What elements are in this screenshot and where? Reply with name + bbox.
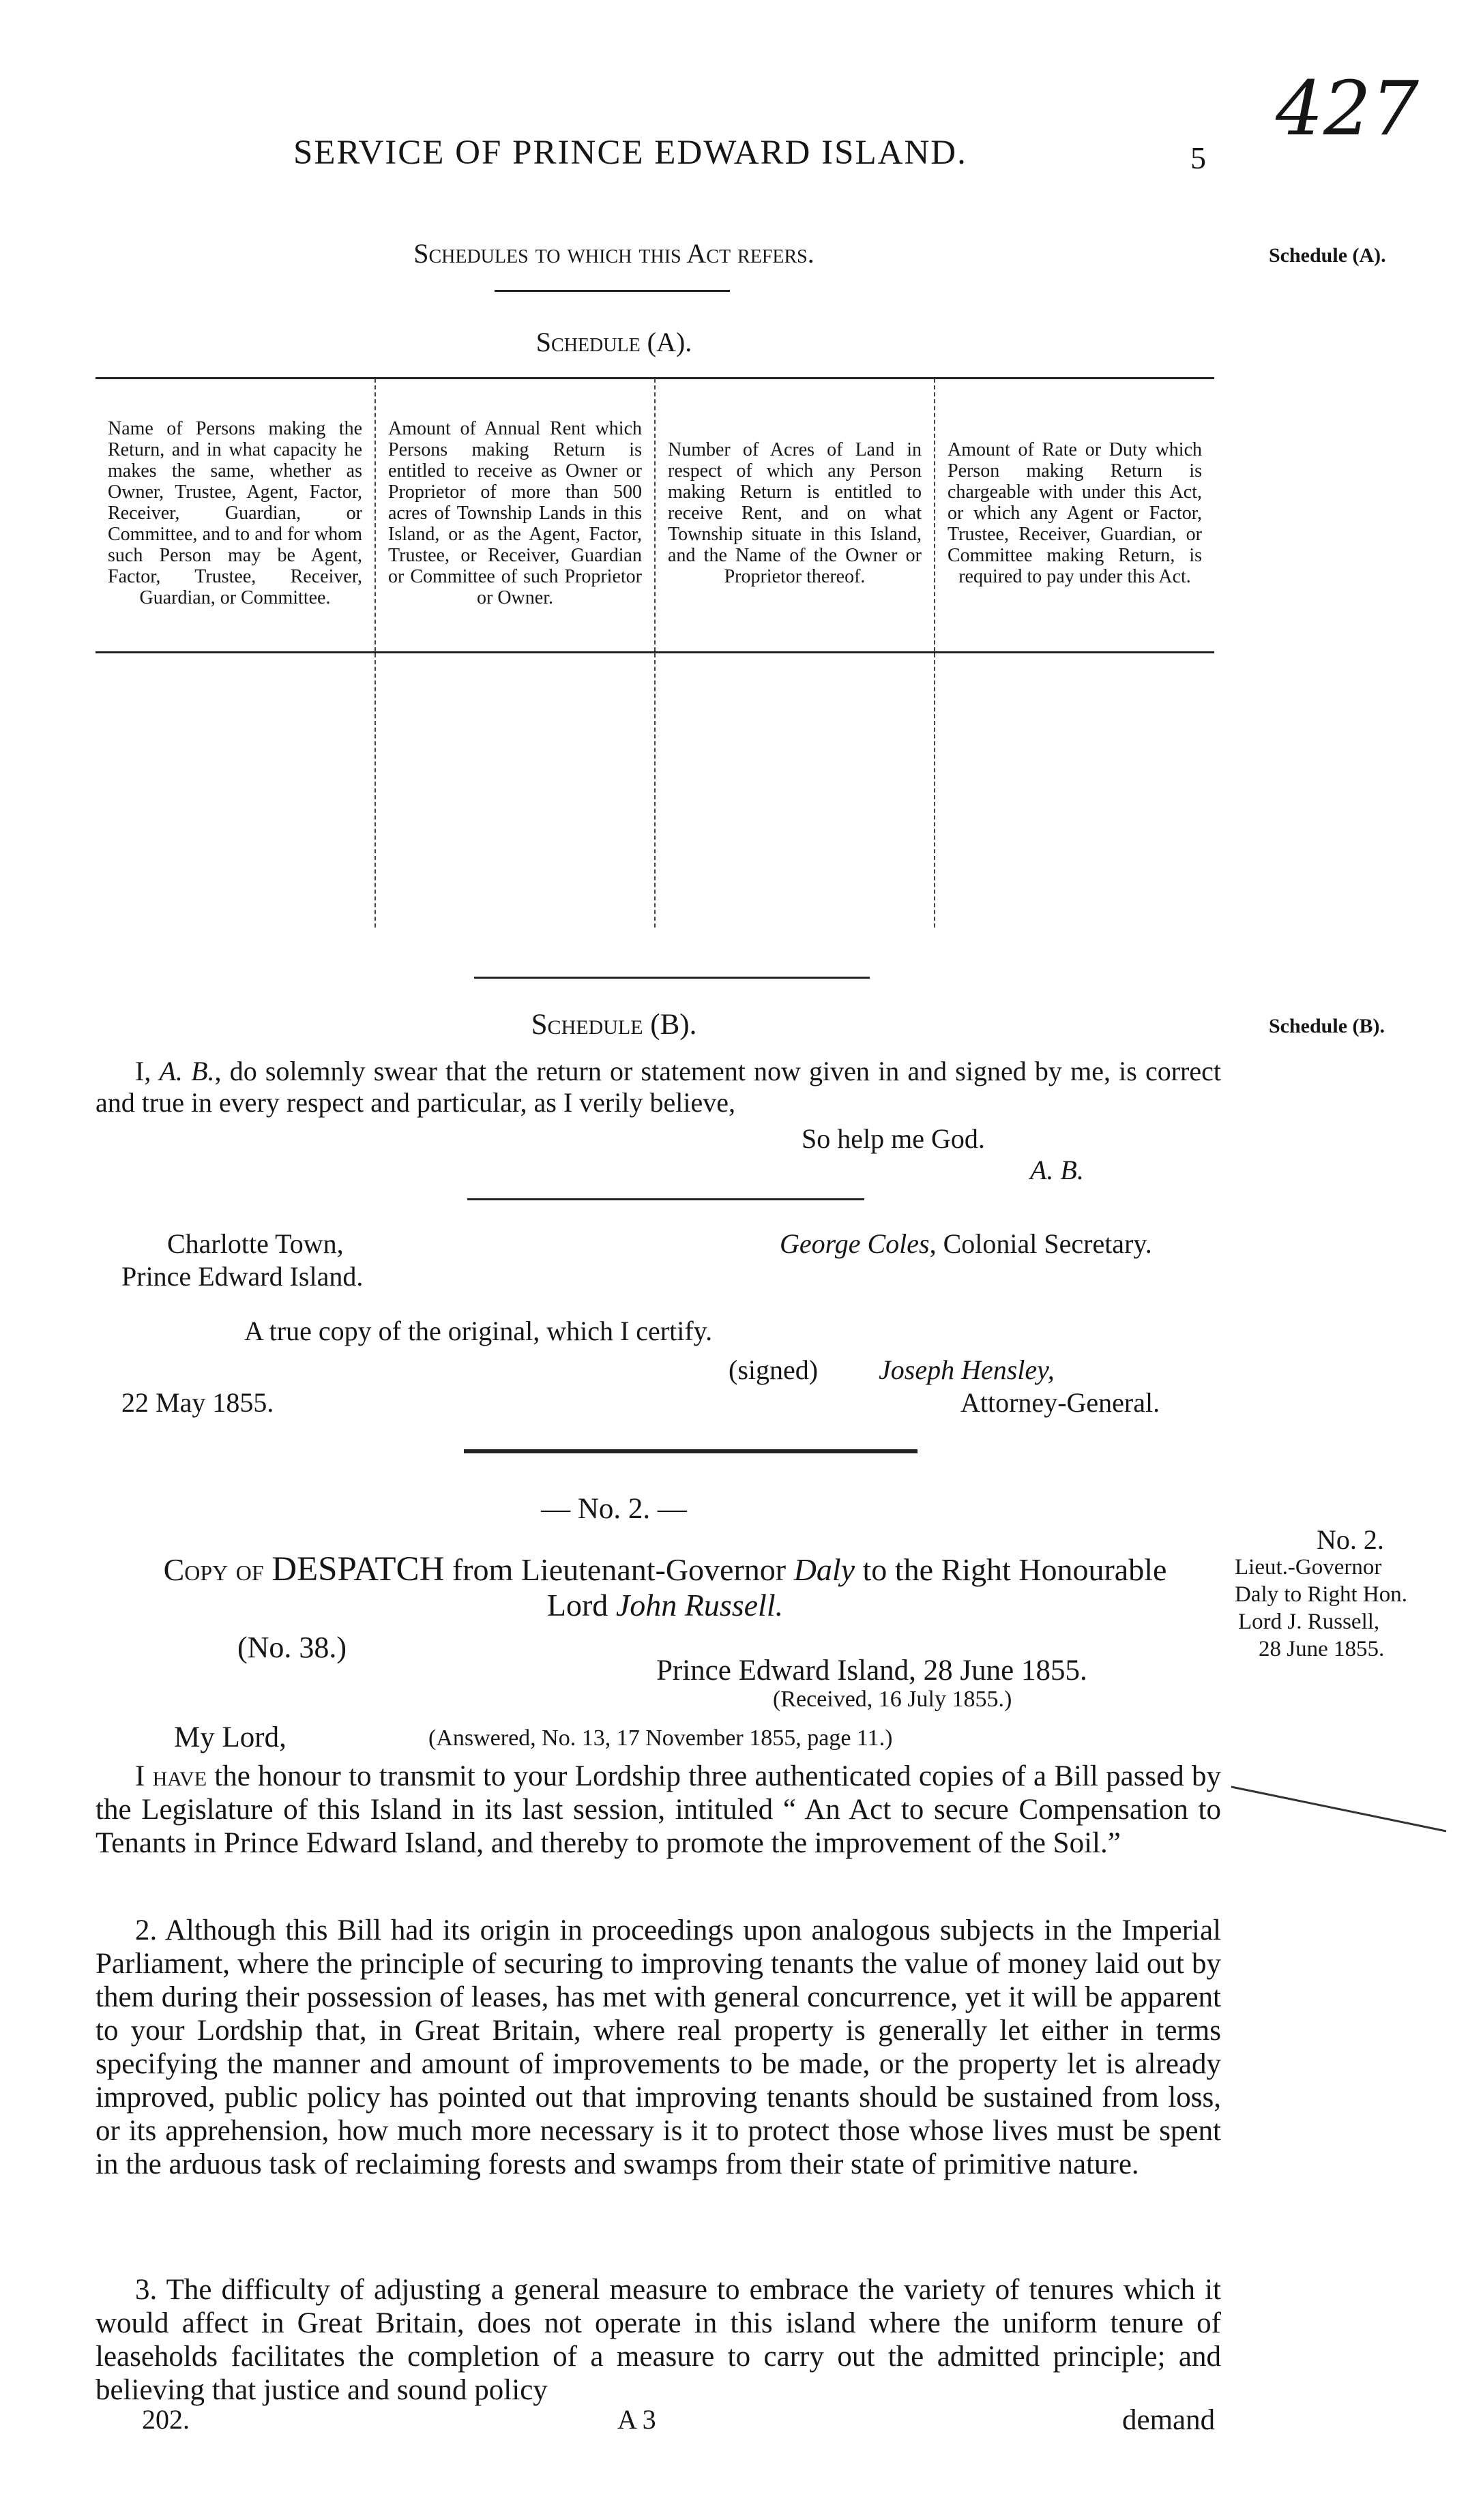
margin-no2-line5: 28 June 1855. bbox=[1259, 1637, 1385, 1661]
despatch-title bbox=[99, 1552, 1231, 1623]
folio-number: 427 bbox=[1276, 65, 1419, 152]
table-cell bbox=[935, 653, 1214, 928]
paragraph-1-lead: I have bbox=[135, 1760, 207, 1792]
footer-catchword: demand bbox=[1122, 2404, 1216, 2436]
schedules-heading-text: Schedules to which this Act refers. bbox=[413, 238, 814, 269]
oath-name: A. B. bbox=[159, 1056, 215, 1086]
paragraph-2-text: 2. Although this Bill had its origin in proceedings upon analogous subjects in the Imperial Parliament, where the principle of securing to improving tenants the value of money laid out by them during their possession of leases, has met with general concurrence, yet it will be apparent to your Lordship that, in Great Britain, where real property is generally let either in terms specifying the manner and amount of improvements to be made, or the property let is already improved, public policy has pointed out that improving tenants should be sustained from loss, or its apprehension, how much more necessary is it to protect those whose lives must be spent in the arduous task of reclaiming forests and swamps from their state of primitive nature. bbox=[96, 1914, 1221, 2180]
certify-line: A true copy of the original, which I certify. bbox=[244, 1316, 713, 1346]
received-date: (Received, 16 July 1855.) bbox=[773, 1687, 1012, 1712]
table-row bbox=[96, 653, 1214, 928]
despatch-word: DESPATCH bbox=[271, 1550, 445, 1588]
answered-note: (Answered, No. 13, 17 November 1855, page 11.) bbox=[428, 1725, 893, 1751]
signed-note: (signed) bbox=[729, 1354, 819, 1385]
attorney-title: Attorney-General. bbox=[960, 1387, 1160, 1418]
paragraph-3-text: 3. The difficulty of adjusting a general measure to embrace the variety of tenures which it would affect in Great Britain, does not operate in this island where the uniform tenure of leaseholds facilitates the completion of a measure to carry out the admitted principle; and believing that justice and sound policy bbox=[96, 2274, 1221, 2406]
margin-no2-line2: Lieut.-Governor bbox=[1235, 1555, 1382, 1580]
lord-title: Lord bbox=[546, 1588, 616, 1622]
schedule-a-title: Schedule (A). bbox=[535, 327, 692, 357]
oath-closing: So help me God. bbox=[802, 1123, 985, 1154]
despatch-number: — No. 2. — bbox=[541, 1493, 687, 1525]
salutation: My Lord, bbox=[174, 1721, 287, 1753]
column-header-rent: Amount of Annual Rent which Persons making Return is entitled to receive as Owner or Proprietor of more than 500 acres of Township Lands in this Island, or as the Agent, Factor, Trustee, or Receiver, Guardian or Committee of such Proprietor or Owner. bbox=[375, 379, 655, 653]
footer-left: 202. bbox=[142, 2404, 190, 2435]
margin-no2-line3: Daly to Right Hon. bbox=[1235, 1582, 1407, 1607]
despatch-from: from Lieutenant-Governor bbox=[444, 1552, 794, 1587]
column-header-persons: Name of Persons making the Return, and in what capacity he makes the same, whether as Owner, Trustee, Agent, Factor, Receiver, Guardian, or Committee, and to and for whom such Person may be Agent, Factor, Trustee, Receiver, Guardian, or Committee. bbox=[96, 379, 375, 653]
secretary-signature bbox=[780, 1228, 1152, 1260]
oath-signature: A. B. bbox=[1030, 1155, 1084, 1185]
copy-of: Copy of bbox=[163, 1552, 272, 1587]
despatch-place-date: Prince Edward Island, 28 June 1855. bbox=[656, 1655, 1087, 1687]
despatch-reference: (No. 38.) bbox=[237, 1631, 347, 1664]
column-header-rate: Amount of Rate or Duty which Person making Return is chargeable with under this Act, or which any Agent or Factor, Trustee, Receiver, Guardian, or Committee making Return, is required to pay under this Act. bbox=[935, 379, 1214, 653]
column-header-acres: Number of Acres of Land in respect of which any Person making Return is entitled to receive Rent, and on what Township situate in this Island, and the Name of the Owner or Proprietor thereof. bbox=[655, 379, 935, 653]
table-cell bbox=[655, 653, 935, 928]
paragraph-3 bbox=[96, 2273, 1221, 2407]
table-cell bbox=[375, 653, 655, 928]
recipient-name: John Russell. bbox=[615, 1588, 784, 1622]
table-cell bbox=[96, 653, 375, 928]
margin-note-schedule-b: Schedule (B). bbox=[1269, 1015, 1385, 1037]
divider bbox=[474, 977, 870, 979]
section-rule bbox=[464, 1449, 918, 1453]
secretary-name: George Coles bbox=[780, 1228, 930, 1259]
secretary-title: , Colonial Secretary. bbox=[929, 1228, 1152, 1259]
attorney-name: Joseph Hensley, bbox=[879, 1354, 1055, 1385]
oath-intro: I, bbox=[135, 1056, 160, 1086]
schedule-a-table bbox=[96, 379, 1214, 928]
footer-signature-mark: A 3 bbox=[617, 2404, 656, 2435]
place-line-1: Charlotte Town, bbox=[167, 1228, 344, 1259]
paragraph-1 bbox=[96, 1760, 1221, 1860]
attestation-date: 22 May 1855. bbox=[121, 1387, 274, 1418]
margin-no2-line1: No. 2. bbox=[1317, 1524, 1384, 1555]
table-header-row bbox=[96, 379, 1214, 653]
schedule-b-oath bbox=[96, 1056, 1221, 1118]
despatch-to: to the Right Honourable bbox=[855, 1552, 1167, 1587]
schedules-heading bbox=[0, 237, 1228, 269]
page-number: 5 bbox=[1190, 140, 1206, 175]
place-line-2: Prince Edward Island. bbox=[121, 1261, 364, 1292]
schedule-b-title: Schedule (B). bbox=[531, 1009, 697, 1041]
divider bbox=[467, 1198, 864, 1200]
divider bbox=[495, 290, 730, 292]
paragraph-1-text: the honour to transmit to your Lordship three authenticated copies of a Bill passed by the Legislature of this Island in its last session, intituled “ An Act to secure Compensation to Tenants in Prince Edward Island, and thereby to promote the improvement of the Soil.” bbox=[96, 1760, 1221, 1859]
page-header-title: SERVICE OF PRINCE EDWARD ISLAND. bbox=[293, 134, 967, 172]
governor-name: Daly bbox=[793, 1552, 855, 1587]
oath-text: , do solemnly swear that the return or statement now given in and signed by me, is correct and true in every respect and particular, as I verily believe, bbox=[96, 1056, 1221, 1118]
margin-no2-line4: Lord J. Russell, bbox=[1238, 1610, 1380, 1634]
margin-pencil-line bbox=[1228, 1777, 1453, 1838]
paragraph-2 bbox=[96, 1914, 1221, 2181]
margin-note-schedule-a: Schedule (A). bbox=[1269, 244, 1386, 267]
margin-note-no2 bbox=[1235, 1526, 1407, 1663]
